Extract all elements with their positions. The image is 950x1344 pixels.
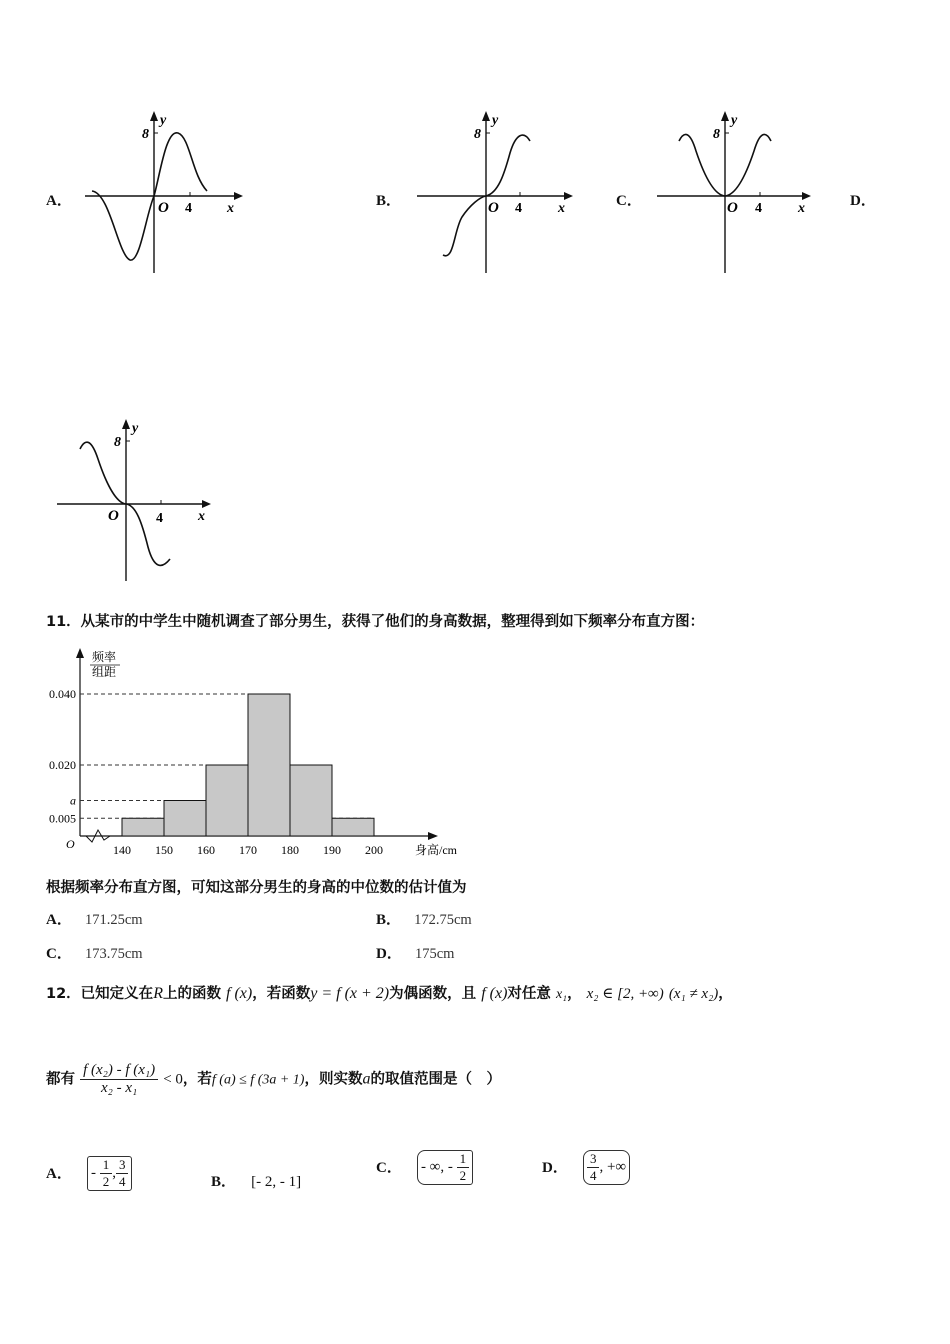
x-label: x — [198, 509, 205, 524]
ylabel-bottom: 组距 — [92, 665, 117, 679]
x-axis-label: 身高/cm — [415, 843, 457, 857]
math-x1: x₁ — [555, 987, 568, 1002]
option-text: 175cm — [414, 946, 455, 962]
y-label: y — [492, 113, 499, 128]
q12-text: 对任意 — [507, 986, 551, 1002]
q12-text: 12．已知定义在 — [46, 986, 154, 1002]
numerator: 1 — [100, 1157, 113, 1174]
option-label: B． — [211, 1174, 237, 1190]
interval-right: , +∞ — [599, 1158, 627, 1175]
fraction-numerator: f (x₂) - f (x₁) — [80, 1062, 158, 1080]
q12-text: ， — [567, 986, 582, 1002]
y-axis-arrow-icon — [482, 111, 490, 121]
numerator: 3 — [587, 1151, 600, 1168]
graph-a — [80, 105, 250, 280]
x-tick-label: 4 — [755, 201, 762, 216]
histogram — [40, 644, 480, 862]
x-tick-label: 4 — [185, 201, 192, 216]
ylabel-top: 频率 — [92, 650, 117, 664]
y-axis-arrow-icon — [721, 111, 729, 121]
math-y-fx2: y = f (x + 2) — [310, 985, 390, 1002]
option-a-label: A． — [46, 193, 72, 209]
denominator: 2 — [102, 1174, 110, 1189]
origin-label: O — [66, 837, 75, 851]
interval-expression: [- 2, - 1] — [251, 1174, 302, 1190]
origin-label: O — [158, 200, 169, 216]
y-tick-label: 8 — [474, 127, 481, 142]
math-R: R — [153, 985, 163, 1002]
q11-option-a[interactable] — [46, 908, 143, 929]
option-d-label: D． — [850, 193, 876, 209]
y-tick-label: 8 — [713, 127, 720, 142]
graph-b — [412, 105, 582, 280]
math-inequality: f (a) ≤ f (3a + 1) — [211, 1072, 305, 1088]
denominator: 4 — [589, 1168, 597, 1183]
histogram-bar — [290, 765, 332, 836]
option-label: D． — [542, 1160, 568, 1176]
q12-text: 都有 — [46, 1071, 75, 1088]
histogram-bar — [122, 818, 164, 836]
x-tick-label: 190 — [323, 843, 341, 857]
x-axis-arrow-icon — [802, 192, 811, 200]
math-lt0: < 0 — [163, 1071, 183, 1088]
math-fx: f (x) — [481, 985, 508, 1002]
q11-option-c[interactable] — [46, 942, 143, 963]
q12-option-b[interactable] — [211, 1170, 301, 1191]
q12-option-c[interactable] — [376, 1150, 473, 1185]
q11-option-d[interactable] — [376, 942, 454, 963]
y-axis-arrow-icon — [122, 419, 130, 429]
math-fx: f (x) — [226, 985, 253, 1002]
option-text: 171.25cm — [84, 912, 143, 928]
separator: , — [112, 1164, 116, 1181]
q12-line1 — [46, 982, 733, 1003]
histogram-bar — [164, 801, 206, 837]
option-label: C． — [376, 1160, 402, 1176]
math-x2-domain: x₂ ∈ [2, +∞) — [586, 986, 664, 1002]
fraction — [100, 1157, 113, 1190]
x-axis-arrow-icon — [234, 192, 243, 200]
x-tick-label: 170 — [239, 843, 257, 857]
math-fraction — [80, 1062, 158, 1097]
x-label: x — [558, 201, 565, 216]
denominator: 4 — [118, 1174, 126, 1189]
histogram-bar — [332, 818, 374, 836]
interval-expression — [417, 1150, 473, 1185]
minus-sign: - — [90, 1164, 96, 1181]
graph-c — [652, 105, 822, 280]
x-tick-label: 150 — [155, 843, 173, 857]
q12-option-a[interactable] — [46, 1156, 132, 1191]
histogram-bar — [206, 765, 248, 836]
q12-text: ，则实数 — [304, 1071, 363, 1088]
graph-d — [52, 413, 222, 588]
origin-label: O — [108, 508, 119, 524]
q11-stem: 11．从某市的中学生中随机调查了部分男生，获得了他们的身高数据，整理得到如下频率分布直方图： — [46, 614, 705, 630]
math-a: a — [362, 1070, 371, 1088]
fraction — [587, 1151, 600, 1184]
x-tick-label: 4 — [156, 511, 163, 526]
option-label: A． — [46, 912, 72, 928]
origin-label: O — [727, 200, 738, 216]
x-tick-label: 4 — [515, 201, 522, 216]
option-text: 173.75cm — [84, 946, 143, 962]
q12-text: 的取值范围是（ ） — [370, 1071, 501, 1088]
x-axis-arrow-icon — [564, 192, 573, 200]
y-label: y — [160, 113, 167, 128]
y-tick-label: 0.040 — [49, 687, 76, 701]
x-tick-label: 200 — [365, 843, 383, 857]
y-tick-label: 0.005 — [49, 811, 76, 826]
fraction-denominator: x₂ - x₁ — [100, 1080, 138, 1096]
y-tick-label: a — [70, 793, 76, 808]
q12-text: 上的函数 — [162, 986, 221, 1002]
numerator: 1 — [457, 1151, 470, 1168]
histogram-bar — [248, 694, 290, 836]
option-label: A． — [46, 1166, 72, 1182]
option-label: C． — [46, 946, 72, 962]
x-axis-arrow-icon — [202, 500, 211, 508]
x-tick-label: 180 — [281, 843, 299, 857]
q11-option-b[interactable] — [376, 908, 472, 929]
x-label: x — [227, 201, 234, 216]
interval-expression — [87, 1156, 133, 1191]
y-axis-arrow-icon — [76, 648, 84, 658]
y-axis-arrow-icon — [150, 111, 158, 121]
interval-expression — [583, 1150, 630, 1185]
origin-label: O — [488, 200, 499, 216]
x-tick-label: 160 — [197, 843, 215, 857]
q12-text: ，若函数 — [252, 986, 311, 1002]
x-label: x — [798, 201, 805, 216]
option-text: 172.75cm — [414, 912, 472, 928]
interval-left: - ∞, - — [420, 1158, 453, 1175]
denominator: 2 — [459, 1168, 467, 1183]
y-label: y — [731, 113, 738, 128]
q12-option-d[interactable] — [542, 1150, 630, 1185]
x-tick-label: 140 — [113, 843, 131, 857]
numerator: 3 — [116, 1157, 129, 1174]
y-tick-label: 0.020 — [49, 758, 76, 772]
q12-text: ，若 — [182, 1071, 212, 1088]
q12-text: ， — [718, 986, 733, 1002]
math-condition: (x₁ ≠ x₂) — [668, 986, 719, 1002]
q12-text: 为偶函数，且 — [389, 986, 477, 1002]
fraction — [116, 1157, 129, 1190]
x-axis-arrow-icon — [428, 832, 438, 840]
q11-question: 根据频率分布直方图，可知这部分男生的身高的中位数的估计值为 — [46, 880, 467, 896]
y-tick-label: 8 — [114, 435, 121, 450]
option-label: D． — [376, 946, 402, 962]
option-c-label: C． — [616, 193, 642, 209]
option-b-label: B． — [376, 193, 402, 209]
y-tick-label: 8 — [142, 127, 149, 142]
option-label: B． — [376, 912, 402, 928]
q12-line2 — [46, 1062, 501, 1097]
fraction — [457, 1151, 470, 1184]
y-label: y — [132, 421, 139, 436]
